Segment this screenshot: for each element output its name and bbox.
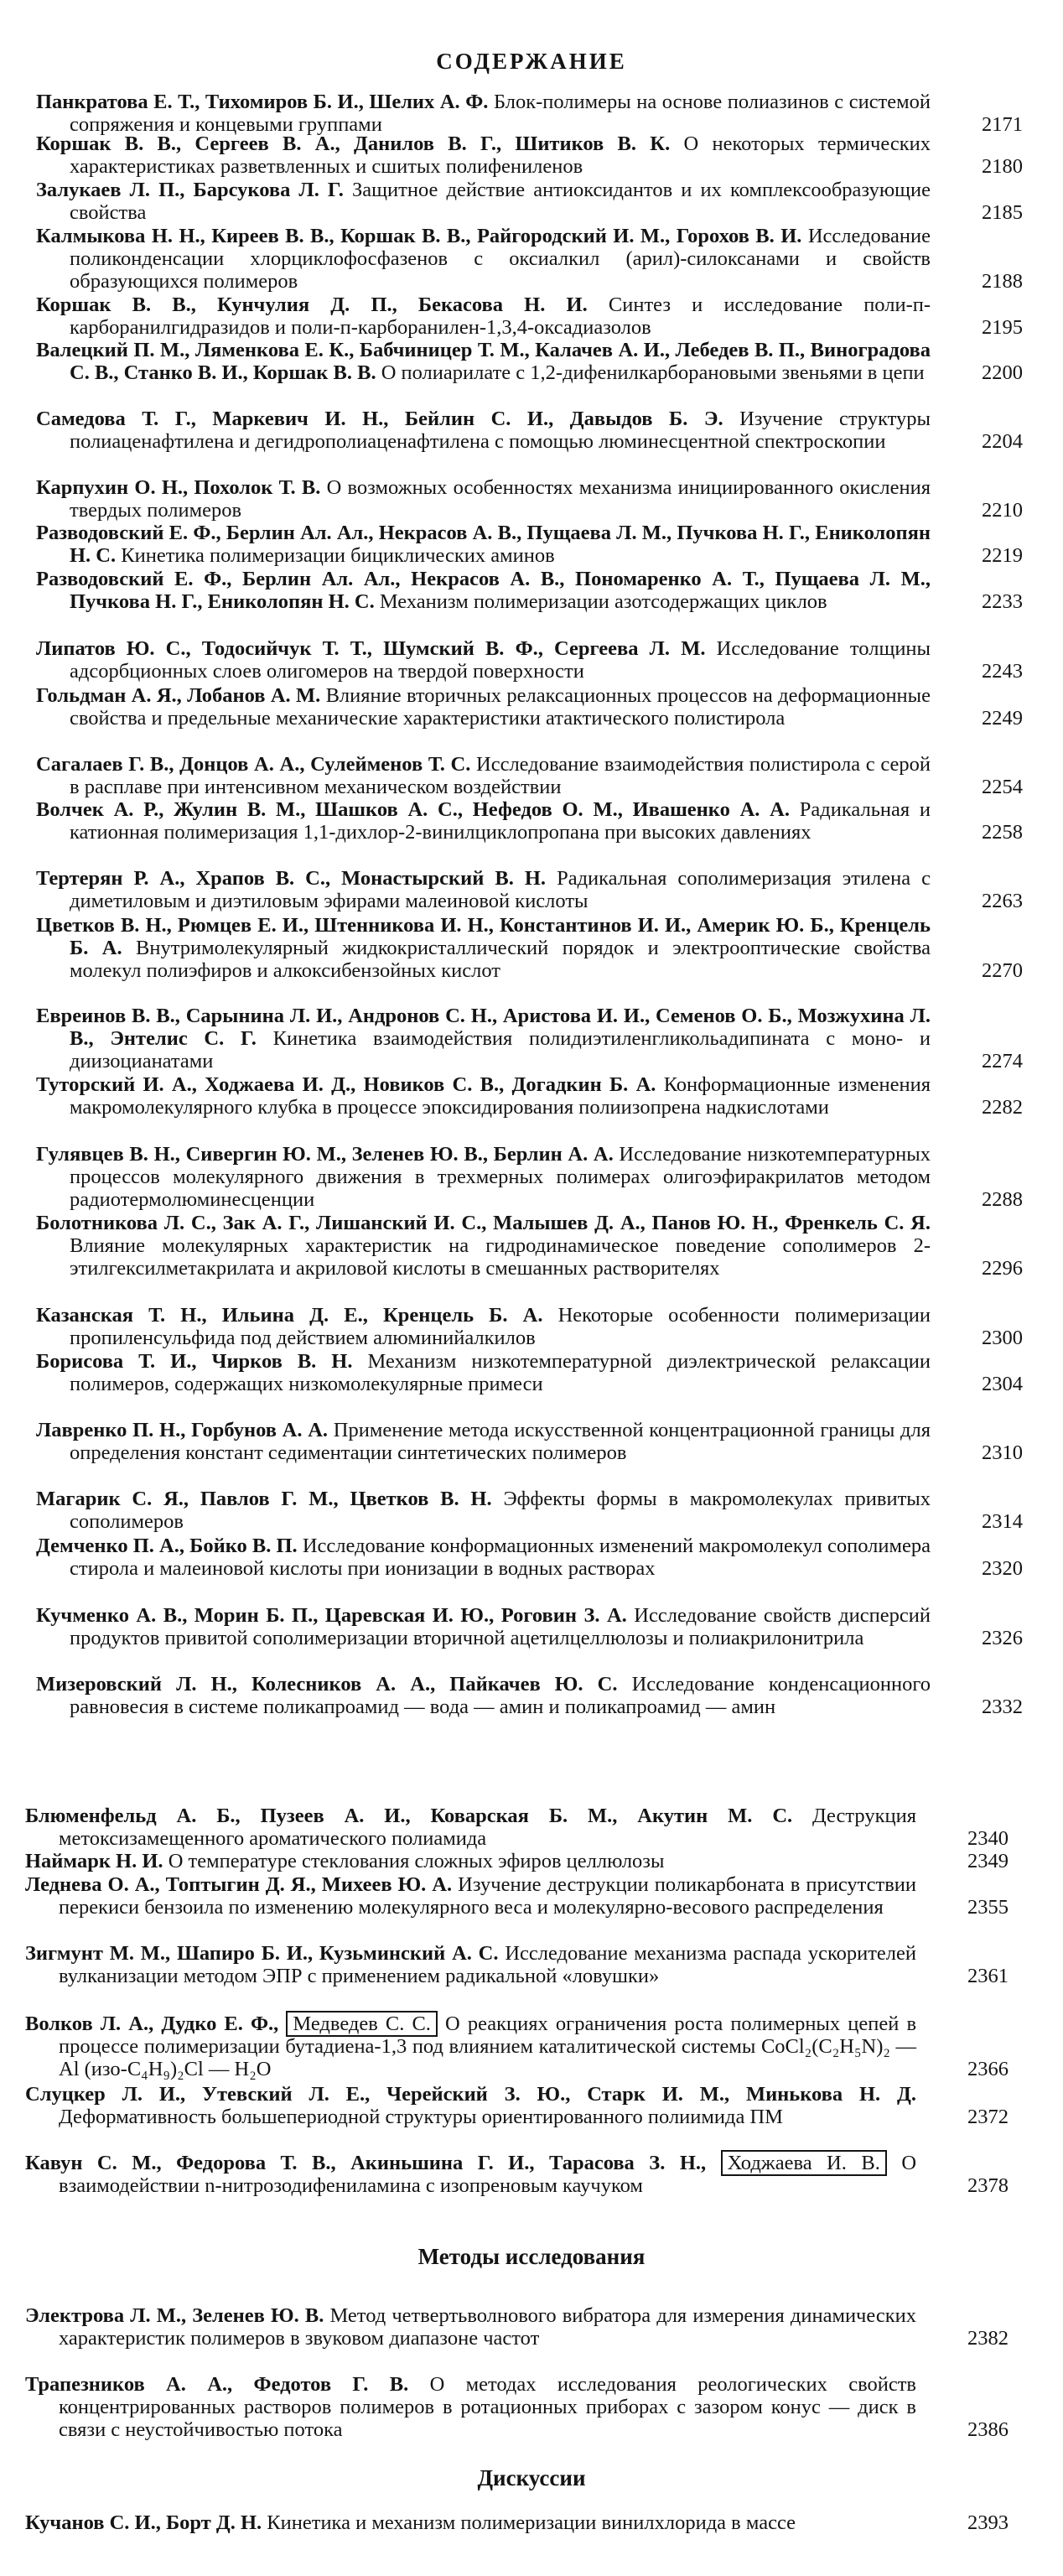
entry-text — [36, 132, 1023, 178]
entry-authors: Демченко П. А., Бойко В. П. — [36, 1535, 298, 1557]
toc-entry — [25, 2511, 1009, 2534]
entry-page-number: 2314 — [982, 1510, 1023, 1533]
toc-entry — [36, 867, 1023, 912]
entry-authors: Волчек А. Р., Жулин В. М., Шашков А. С., Нефедов О. М., Ивашенко А. А. — [36, 798, 790, 821]
entry-title: Изучение деструкции поликарбоната в присутствии перекиси бензоила по изменению молекулярного веса и молекулярно-весового распределения — [59, 1873, 917, 1919]
entry-page-number: 2249 — [982, 707, 1023, 730]
entry-text — [36, 1005, 1023, 1072]
entry-text — [36, 1143, 1023, 1211]
entry-text — [36, 867, 1023, 912]
entry-title: Деструкция метоксизамещенного ароматического полиамида — [59, 1805, 916, 1850]
entry-title: Исследование конденсационного равновесия в системе поликапроамид — вода — амин и поликапроамид — амин — [70, 1673, 931, 1718]
entry-page-number: 2270 — [982, 959, 1023, 982]
entry-text — [36, 293, 1023, 339]
entry-authors: Зигмунт М. М., Шапиро Б. И., Кузьминский А. С. — [25, 1942, 499, 1965]
entry-title: Метод четвертьволнового вибратора для измерения динамических характеристик полимеров в звуковом диапазоне частот — [59, 2304, 917, 2350]
entry-title: Защитное действие антиоксидантов и их комплексообразующие свойства — [70, 179, 931, 224]
entry-title: Некоторые особенности полимеризации пропиленсульфида под действием алюминийалкилов — [70, 1304, 931, 1349]
entry-authors: Залукаев Л. П., Барсукова Л. Г. — [36, 179, 344, 201]
entry-authors: Электрова Л. М., Зеленев Ю. В. — [25, 2304, 324, 2327]
toc-entry — [36, 91, 1023, 136]
entry-authors: Евреинов В. В., Сарынина Л. И., Андронов С. Н., Аристова И. И., Семенов О. Б., Мозжухина Л. В., Энтелис С. Г. — [36, 1005, 931, 1050]
toc-entry — [36, 1673, 1023, 1718]
entry-title: Кинетика и механизм полимеризации винилхлорида в массе — [267, 2511, 796, 2534]
entry-page-number: 2296 — [982, 1257, 1023, 1280]
entry-text — [36, 1673, 1023, 1718]
entry-text — [25, 1850, 1009, 1872]
entry-authors: Кучменко А. В., Морин Б. П., Царевская И. Ю., Роговин З. А. — [36, 1604, 627, 1627]
entry-authors-boxed: Медведев С. С. — [286, 2011, 438, 2037]
entry-page-number: 2340 — [967, 1827, 1009, 1850]
entry-authors: Борисова Т. И., Чирков В. Н. — [36, 1350, 353, 1373]
entry-text — [36, 225, 1023, 293]
entry-authors: Самедова Т. Г., Маркевич И. Н., Бейлин С. И., Давыдов Б. Э. — [36, 408, 723, 430]
entry-authors: Леднева О. А., Топтыгин Д. Я., Михеев Ю. А. — [25, 1873, 453, 1896]
entry-title: Исследование взаимодействия полистирола с серой в расплаве при интенсивном механическом воздействии — [70, 753, 931, 798]
entry-page-number: 2326 — [982, 1627, 1023, 1649]
toc-entry — [36, 1488, 1023, 1533]
entry-authors-boxed: Ходжаева И. В. — [721, 2150, 887, 2176]
entry-page-number: 2274 — [982, 1050, 1023, 1072]
entry-title: О полиарилате с 1,2-дифенилкарборановыми звеньями в цепи — [381, 361, 925, 384]
entry-text — [25, 2083, 1009, 2128]
toc-entry — [36, 1304, 1023, 1349]
toc-entry — [36, 132, 1023, 178]
entry-page-number: 2210 — [982, 499, 1023, 522]
entry-page-number: 2300 — [982, 1327, 1023, 1349]
entry-text — [36, 476, 1023, 522]
entry-page-number: 2204 — [982, 430, 1023, 453]
entry-authors: Разводовский Е. Ф., Берлин Ал. Ал., Некрасов А. В., Пущаева Л. М., Пучкова Н. Г., Ениколопян Н. С. — [36, 522, 931, 567]
entry-text — [25, 1942, 1009, 1987]
entry-title: Исследование механизма распада ускорителей вулканизации методом ЭПР с применением радикальной «ловушки» — [59, 1942, 917, 1987]
entry-authors: Кавун С. М., Федорова Т. В., Акиньшина Г. И., Тарасова З. Н., — [25, 2152, 707, 2174]
entry-title: Механизм низкотемпературной диэлектрической релаксации полимеров, содержащих низкомолекулярные примеси — [70, 1350, 931, 1395]
entry-title: О некоторых термических характеристиках разветвленных и сшитых полифениленов — [70, 132, 931, 178]
entry-text — [36, 1604, 1023, 1649]
toc-entry — [25, 1873, 1009, 1919]
entry-page-number: 2258 — [982, 821, 1023, 844]
entry-text — [36, 637, 1023, 683]
toc-entry — [36, 1535, 1023, 1580]
entry-authors: Гольдман А. Я., Лобанов А. М. — [36, 684, 321, 707]
entry-text — [36, 522, 1023, 567]
entry-text — [36, 339, 1023, 384]
toc-entry — [36, 408, 1023, 453]
entry-authors: Панкратова Е. Т., Тихомиров Б. И., Шелих А. Ф. — [36, 91, 489, 113]
entry-title: Эффекты формы в макромолекулах привитых сополимеров — [70, 1488, 931, 1533]
entry-title: О методах исследования реологических свойств концентрированных растворов полимеров в ротационных приборах с зазором конус — диск в связи с неустойчивостью потока — [59, 2373, 916, 2441]
toc-entry — [36, 179, 1023, 224]
entry-authors: Тертерян Р. А., Храпов В. С., Монастырский В. Н. — [36, 867, 547, 890]
entry-text — [36, 1535, 1023, 1580]
entry-text — [25, 2373, 1009, 2441]
entry-title: Радикальная сополимеризация этилена с диметиловым и диэтиловым эфирами малеиновой кислоты — [70, 867, 931, 912]
entry-title: О температуре стеклования сложных эфиров целлюлозы — [168, 1850, 665, 1872]
toc-entry — [25, 2304, 1009, 2350]
entry-title: Внутримолекулярный жидкокристаллический порядок и электрооптические свойства молекул полиэфиров и алкоксибензойных кислот — [70, 937, 931, 982]
entry-authors: Разводовский Е. Ф., Берлин Ал. Ал., Некрасов А. В., Пономаренко А. Т., Пущаева Л. М., Пучкова Н. Г., Ениколопян Н. С. — [36, 568, 931, 613]
entry-page-number: 2171 — [982, 113, 1023, 136]
entry-page-number: 2320 — [982, 1557, 1023, 1580]
entry-authors: Трапезников А. А., Федотов Г. В. — [25, 2373, 409, 2396]
entry-text — [36, 408, 1023, 453]
toc-entry — [36, 914, 1023, 982]
toc-entry — [36, 225, 1023, 293]
toc-entry — [36, 293, 1023, 339]
entry-authors: Слуцкер Л. И., Утевский Л. Е., Черейский З. Ю., Старк И. М., Минькова Н. Д. — [25, 2083, 916, 2106]
entry-page-number: 2200 — [982, 361, 1023, 384]
toc-entry — [36, 568, 1023, 613]
toc-entry — [36, 1350, 1023, 1395]
entry-page-number: 2282 — [982, 1096, 1023, 1119]
entry-text — [36, 1350, 1023, 1395]
entry-text — [36, 753, 1023, 798]
toc-entry — [25, 2012, 1009, 2080]
entry-authors: Казанская Т. Н., Ильина Д. Е., Кренцель Б. А. — [36, 1304, 543, 1327]
entry-page-number: 2332 — [982, 1696, 1023, 1718]
toc-entry — [36, 1143, 1023, 1211]
entry-title: Исследование конформационных изменений макромолекул сополимера стирола и малеиновой кислоты при ионизации в водных растворах — [70, 1535, 931, 1580]
entry-page-number: 2243 — [982, 660, 1023, 683]
entry-title: Кинетика полимеризации бициклических аминов — [121, 544, 555, 567]
entry-text — [36, 1488, 1023, 1533]
entry-title: Блок-полимеры на основе полиазинов с системой сопряжения и концевыми группами — [70, 91, 931, 136]
entry-text — [36, 1212, 1023, 1280]
entry-title: О взаимодействии n-нитрозодифениламина с изопреновым каучуком — [59, 2152, 917, 2197]
toc-entry — [25, 2152, 1009, 2197]
entry-page-number: 2366 — [967, 2058, 1009, 2080]
entry-title: О реакциях ограничения роста полимерных цепей в процессе полимеризации бутадиена-1,3 под влиянием каталитической системы CoCl₂(C₂H₅N)₂ — Al (изо-C₄H₉)₂Cl — H₂O — [59, 2012, 917, 2080]
entry-authors: Цветков В. Н., Рюмцев Е. И., Штенникова И. Н., Константинов И. И., Америк Ю. Б., Кренцель Б. А. — [36, 914, 931, 959]
toc-entry — [36, 476, 1023, 522]
entry-page-number: 2349 — [967, 1850, 1009, 1872]
entry-title: Исследование толщины адсорбционных слоев олигомеров на твердой поверхности — [70, 637, 931, 683]
methods-heading: Методы исследования — [417, 2244, 646, 2269]
entry-page-number: 2382 — [967, 2327, 1009, 2350]
entry-text — [25, 1805, 1009, 1850]
toc-entry — [25, 2373, 1009, 2441]
toc-entry — [36, 798, 1023, 844]
toc-entry — [36, 522, 1023, 567]
entry-text — [36, 568, 1023, 613]
entry-authors: Туторский И. А., Ходжаева И. Д., Новиков С. В., Догадкин Б. А. — [36, 1073, 656, 1096]
entry-page-number: 2393 — [967, 2511, 1009, 2534]
toc-heading: СОДЕРЖАНИЕ — [436, 49, 627, 74]
entry-authors: Сагалаев Г. В., Донцов А. А., Сулейменов Т. С. — [36, 753, 471, 776]
entry-title: Радикальная и катионная полимеризация 1,1-дихлор-2-винилциклопропана при высоких давлениях — [70, 798, 931, 844]
entry-page-number: 2219 — [982, 544, 1023, 567]
entry-authors: Блюменфельд А. Б., Пузеев А. И., Коварская Б. М., Акутин М. С. — [25, 1805, 793, 1827]
entry-title: Влияние молекулярных характеристик на гидродинамическое поведение сополимеров 2-этилгексилметакрилата и акриловой кислоты в смешанных растворителях — [70, 1234, 931, 1280]
entry-page-number: 2361 — [967, 1965, 1009, 1987]
entry-title: Синтез и исследование поли-п-карборанилгидразидов и поли-п-карборанилен-1,3,4-оксадиазолов — [70, 293, 931, 339]
toc-entry — [36, 1212, 1023, 1280]
entry-authors: Волков Л. А., Дудко Е. Ф., — [25, 2012, 279, 2035]
entry-title: Исследование низкотемпературных процессов молекулярного движения в трехмерных полимерах олигоэфиракрилатов методом радиотермолюминесценции — [70, 1143, 931, 1211]
entry-text — [36, 1419, 1023, 1464]
entry-text — [25, 2304, 1009, 2350]
entry-page-number: 2288 — [982, 1188, 1023, 1211]
entry-page-number: 2195 — [982, 316, 1023, 339]
entry-text — [36, 914, 1023, 982]
entry-authors: Карпухин О. Н., Похолок Т. В. — [36, 476, 321, 499]
entry-title: Деформативность большепериодной структуры ориентированного полиимида ПМ — [59, 2106, 783, 2128]
toc-entry — [25, 1942, 1009, 1987]
toc-entry — [25, 2083, 1009, 2128]
entry-page-number: 2310 — [982, 1441, 1023, 1464]
toc-entry — [36, 1419, 1023, 1464]
entry-page-number: 2355 — [967, 1896, 1009, 1919]
entry-page-number: 2378 — [967, 2174, 1009, 2197]
entry-authors: Кучанов С. И., Борт Д. Н. — [25, 2511, 262, 2534]
entry-authors: Валецкий П. М., Ляменкова Е. К., Бабчиницер Т. М., Калачев А. И., Лебедев В. П., Виноградова С. В., Станко В. И., Коршак В. В. — [36, 339, 931, 384]
entry-title: Исследование свойств дисперсий продуктов привитой сополимеризации вторичной ацетилцеллюлозы и полиакрилонитрила — [70, 1604, 931, 1649]
entry-authors: Лавренко П. Н., Горбунов А. А. — [36, 1419, 329, 1441]
entry-title: Исследование поликонденсации хлорциклофосфазенов с оксиалкил (арил)-силоксанами и свойств образующихся полимеров — [70, 225, 931, 293]
entry-authors: Мизеровский Л. Н., Колесников А. А., Пайкачев Ю. С. — [36, 1673, 618, 1696]
toc-entry — [36, 637, 1023, 683]
entry-title: Влияние вторичных релаксационных процессов на деформационные свойства и предельные механические характеристики атактического полистирола — [70, 684, 931, 730]
entry-text — [36, 179, 1023, 224]
entry-authors: Наймарк Н. И. — [25, 1850, 163, 1872]
entry-text — [36, 1073, 1023, 1119]
toc-entry — [36, 753, 1023, 798]
entry-text — [25, 2012, 1009, 2080]
entry-authors: Липатов Ю. С., Тодосийчук Т. Т., Шумский В. Ф., Сергеева Л. М. — [36, 637, 706, 660]
entry-text — [36, 798, 1023, 844]
entry-page-number: 2304 — [982, 1373, 1023, 1395]
entry-authors: Магарик С. Я., Павлов Г. М., Цветков В. Н. — [36, 1488, 492, 1510]
entry-title: О возможных особенностях механизма инициированного окисления твердых полимеров — [70, 476, 931, 522]
toc-entry — [36, 1604, 1023, 1649]
entry-title: Применение метода искусственной концентрационной границы для определения констант седиментации синтетических полимеров — [70, 1419, 931, 1464]
entry-title: Конформационные изменения макромолекулярного клубка в процессе эпоксидирования полиизопрена надкислотами — [70, 1073, 931, 1119]
entry-text — [25, 1873, 1009, 1919]
discussions-heading: Дискуссии — [477, 2465, 586, 2490]
entry-page-number: 2180 — [982, 155, 1023, 178]
entry-text — [36, 1304, 1023, 1349]
toc-entry — [25, 1805, 1009, 1850]
toc-entry — [25, 1850, 1009, 1872]
entry-page-number: 2263 — [982, 890, 1023, 912]
entry-page-number: 2185 — [982, 201, 1023, 224]
entry-text — [36, 684, 1023, 730]
entry-text — [25, 2511, 1009, 2534]
entry-title: Изучение структуры полиаценафтилена и дегидрополиаценафтилена с помощью люминесцентной спектроскопии — [70, 408, 931, 453]
entry-page-number: 2254 — [982, 776, 1023, 798]
entry-title: Механизм полимеризации азотсодержащих циклов — [379, 590, 827, 613]
entry-authors: Калмыкова Н. Н., Киреев В. В., Коршак В. В., Райгородский И. М., Горохов В. И. — [36, 225, 802, 247]
entry-page-number: 2372 — [967, 2106, 1009, 2128]
entry-authors: Коршак В. В., Сергеев В. А., Данилов В. Г., Шитиков В. К. — [36, 132, 671, 155]
entry-authors: Коршак В. В., Кунчулия Д. П., Бекасова Н. И. — [36, 293, 588, 316]
entry-page-number: 2386 — [967, 2418, 1009, 2441]
toc-entry — [36, 1005, 1023, 1072]
entry-title: Кинетика взаимодействия полидиэтиленгликольадипината с моно- и диизоцианатами — [70, 1027, 931, 1072]
entry-page-number: 2188 — [982, 270, 1023, 293]
toc-entry — [36, 1073, 1023, 1119]
toc-entry — [36, 684, 1023, 730]
entry-text — [25, 2152, 1009, 2197]
entry-authors: Гулявцев В. Н., Сивергин Ю. М., Зеленев Ю. В., Берлин А. А. — [36, 1143, 614, 1166]
toc-entry — [36, 339, 1023, 384]
entry-text — [36, 91, 1023, 136]
entry-authors: Болотникова Л. С., Зак А. Г., Лишанский И. С., Малышев Д. А., Панов Ю. Н., Френкель С. Я. — [36, 1212, 931, 1234]
entry-page-number: 2233 — [982, 590, 1023, 613]
